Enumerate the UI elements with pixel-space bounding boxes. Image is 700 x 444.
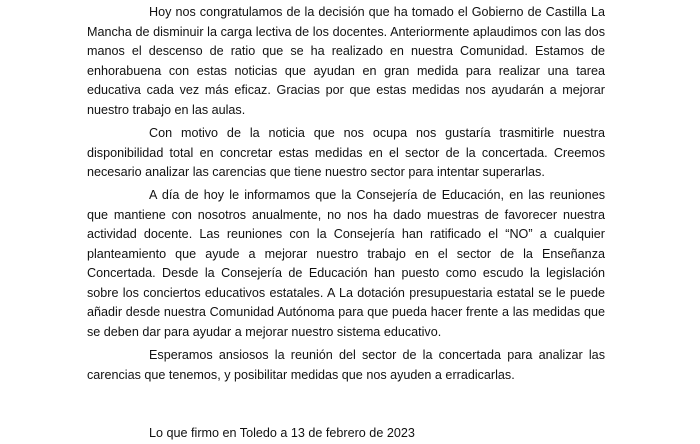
paragraph-availability: Con motivo de la noticia que nos ocupa nos gustaría trasmitirle nuestra disponibilidad total en concretar estas medidas en el sector de la concertada. Creemos necesario analizar las carencias que tiene nuestro sector para intentar superarlas.: [87, 126, 605, 179]
paragraph-awaiting-meeting: Esperamos ansiosos la reunión del sector de la concertada para analizar las carencias que tenemos, y posibilitar medidas que nos ayuden a erradicarlas.: [87, 348, 605, 382]
paragraph-consejeria-meetings: A día de hoy le informamos que la Consejería de Educación, en las reuniones que mantiene con nosotros anualmente, no nos ha dado muestras de favorecer nuestra actividad docente. Las reuniones con la Consejería han ratificado el “NO” a cualquier planteamiento que ayude a mejorar nuestro trabajo en el sector de la Enseñanza Concertada. Desde la Consejería de Educación han puesto como escudo la legislación sobre los conciertos educativos estatales. A La dotación presupuestaria estatal se le puede añadir desde nuestra Comunidad Autónoma para que pueda hacer frente a las medidas que se deben dar para ayudar a mejorar nuestro sistema educativo.: [87, 188, 605, 339]
paragraph-congratulations: Hoy nos congratulamos de la decisión que ha tomado el Gobierno de Castilla La Mancha de disminuir la carga lectiva de los docentes. Anteriormente aplaudimos con las dos manos el descenso de ratio que se ha realizado en nuestra Comunidad. Estamos de enhorabuena con estas noticias que ayudan en gran medida para realizar una tarea educativa cada vez más eficaz. Gracias por que estas medidas nos ayudarán a mejorar nuestro trabajo en las aulas.: [87, 5, 605, 117]
signature-line: Lo que firmo en Toledo a 13 de febrero de 2023: [149, 426, 415, 440]
